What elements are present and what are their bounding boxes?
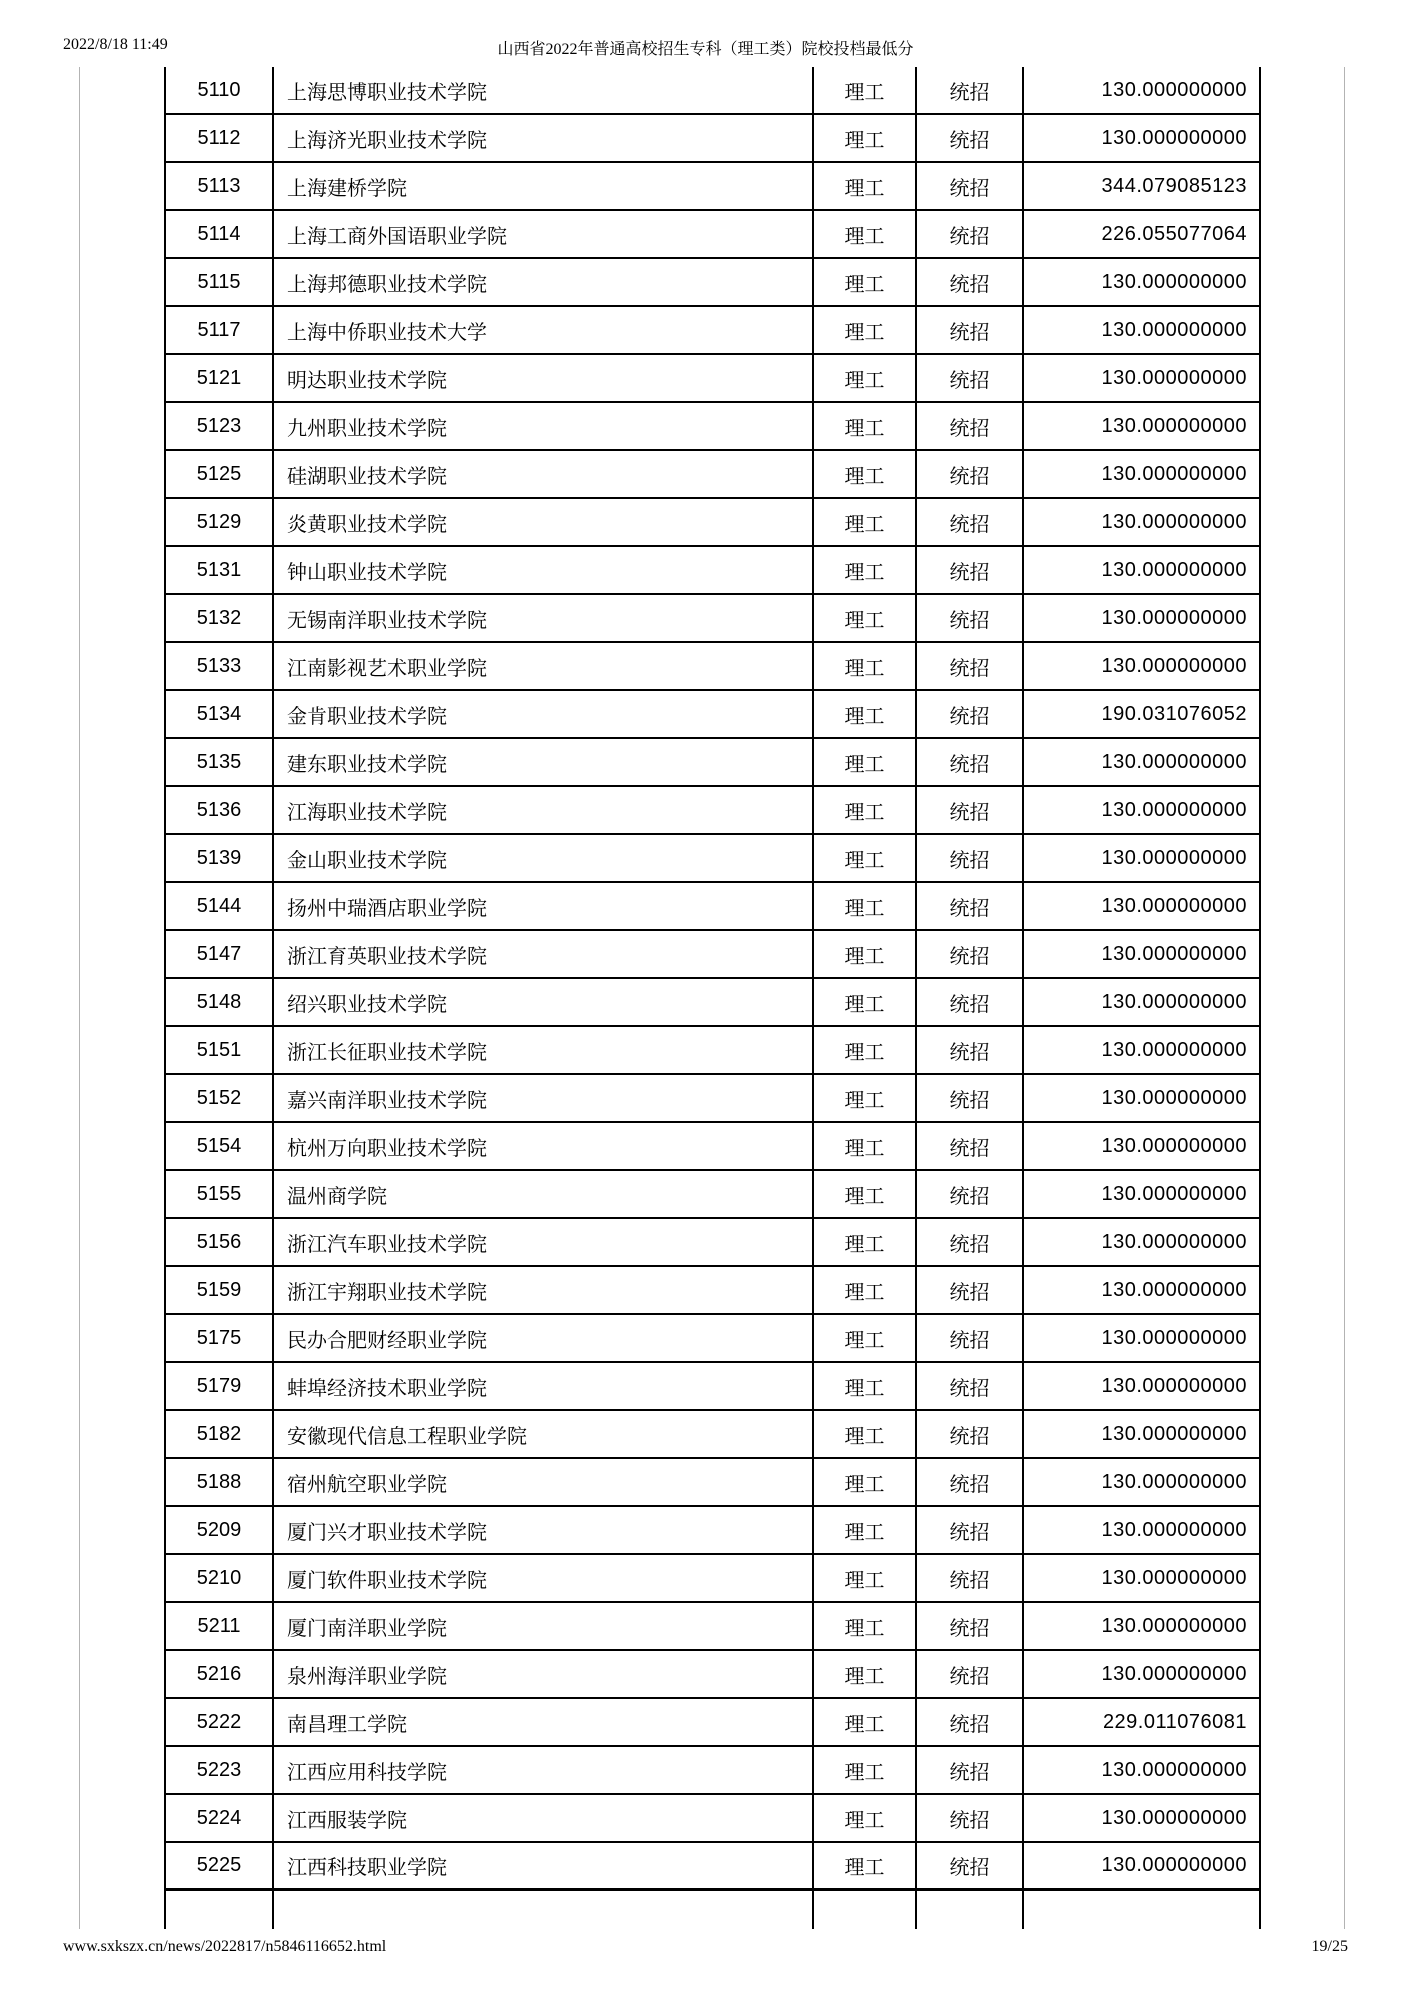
cell-name — [272, 1891, 812, 1929]
cell-enroll: 统招 — [915, 1075, 1022, 1121]
cell-name: 明达职业技术学院 — [272, 355, 812, 401]
cell-type: 理工 — [812, 931, 915, 977]
cell-type: 理工 — [812, 1123, 915, 1169]
cell-name: 上海思博职业技术学院 — [272, 67, 812, 113]
cell-type: 理工 — [812, 403, 915, 449]
cell-type: 理工 — [812, 259, 915, 305]
cell-code: 5225 — [164, 1843, 272, 1888]
cell-code: 5151 — [164, 1027, 272, 1073]
cell-code: 5222 — [164, 1699, 272, 1745]
cell-code: 5211 — [164, 1603, 272, 1649]
cell-code: 5136 — [164, 787, 272, 833]
table-row — [164, 643, 1261, 691]
cell-code: 5135 — [164, 739, 272, 785]
table-row — [164, 499, 1261, 547]
cell-type: 理工 — [812, 1555, 915, 1601]
cell-code: 5125 — [164, 451, 272, 497]
cell-name: 浙江宇翔职业技术学院 — [272, 1267, 812, 1313]
cell-score — [1022, 1891, 1261, 1929]
cell-score: 229.011076081 — [1022, 1699, 1261, 1745]
cell-type — [812, 1891, 915, 1929]
cell-type: 理工 — [812, 1651, 915, 1697]
cell-type: 理工 — [812, 1171, 915, 1217]
table-row — [164, 1459, 1261, 1507]
cell-name: 江南影视艺术职业学院 — [272, 643, 812, 689]
table-row — [164, 1075, 1261, 1123]
cell-name: 安徽现代信息工程职业学院 — [272, 1411, 812, 1457]
cell-code — [164, 1891, 272, 1929]
cell-type: 理工 — [812, 1219, 915, 1265]
cell-code: 5209 — [164, 1507, 272, 1553]
table-row — [164, 259, 1261, 307]
cell-enroll: 统招 — [915, 1411, 1022, 1457]
cell-score: 130.000000000 — [1022, 259, 1261, 305]
print-timestamp: 2022/8/18 11:49 — [63, 36, 168, 53]
cell-name: 上海济光职业技术学院 — [272, 115, 812, 161]
table-row — [164, 1507, 1261, 1555]
cell-name: 江西服装学院 — [272, 1795, 812, 1841]
cell-code: 5223 — [164, 1747, 272, 1793]
cell-code: 5115 — [164, 259, 272, 305]
cell-code: 5117 — [164, 307, 272, 353]
cell-code: 5154 — [164, 1123, 272, 1169]
table-row — [164, 1219, 1261, 1267]
cell-enroll: 统招 — [915, 835, 1022, 881]
table-row — [164, 1411, 1261, 1459]
cell-enroll — [915, 1891, 1022, 1929]
cell-enroll: 统招 — [915, 787, 1022, 833]
cell-type: 理工 — [812, 307, 915, 353]
table-row — [164, 1603, 1261, 1651]
table-row — [164, 1747, 1261, 1795]
cell-enroll: 统招 — [915, 1123, 1022, 1169]
table-row — [164, 1363, 1261, 1411]
table-row — [164, 835, 1261, 883]
cell-enroll: 统招 — [915, 1747, 1022, 1793]
table-row — [164, 691, 1261, 739]
table-row — [164, 1123, 1261, 1171]
cell-enroll: 统招 — [915, 1651, 1022, 1697]
admission-scores-table — [164, 67, 1261, 1929]
cell-enroll: 统招 — [915, 979, 1022, 1025]
cell-code: 5224 — [164, 1795, 272, 1841]
cell-score: 130.000000000 — [1022, 1843, 1261, 1888]
cell-code: 5133 — [164, 643, 272, 689]
cell-enroll: 统招 — [915, 739, 1022, 785]
cell-name: 厦门软件职业技术学院 — [272, 1555, 812, 1601]
page-number: 19/25 — [1311, 1938, 1348, 1955]
cell-type: 理工 — [812, 163, 915, 209]
cell-code: 5175 — [164, 1315, 272, 1361]
table-row — [164, 979, 1261, 1027]
cell-name: 无锡南洋职业技术学院 — [272, 595, 812, 641]
cell-type: 理工 — [812, 115, 915, 161]
cell-type: 理工 — [812, 979, 915, 1025]
cell-name: 泉州海洋职业学院 — [272, 1651, 812, 1697]
cell-type: 理工 — [812, 1315, 915, 1361]
cell-type: 理工 — [812, 451, 915, 497]
cell-type: 理工 — [812, 1747, 915, 1793]
table-row — [164, 403, 1261, 451]
cell-score: 130.000000000 — [1022, 1651, 1261, 1697]
table-row — [164, 1555, 1261, 1603]
cell-type: 理工 — [812, 1699, 915, 1745]
table-row — [164, 1651, 1261, 1699]
table-row — [164, 163, 1261, 211]
cell-type: 理工 — [812, 1843, 915, 1888]
cell-code: 5123 — [164, 403, 272, 449]
cell-code: 5182 — [164, 1411, 272, 1457]
cell-code: 5210 — [164, 1555, 272, 1601]
cell-name: 绍兴职业技术学院 — [272, 979, 812, 1025]
cell-code: 5159 — [164, 1267, 272, 1313]
cell-enroll: 统招 — [915, 307, 1022, 353]
cell-code: 5121 — [164, 355, 272, 401]
cell-enroll: 统招 — [915, 691, 1022, 737]
cell-code: 5114 — [164, 211, 272, 257]
cell-type: 理工 — [812, 1507, 915, 1553]
cell-score: 130.000000000 — [1022, 739, 1261, 785]
cell-score: 130.000000000 — [1022, 1363, 1261, 1409]
cell-code: 5152 — [164, 1075, 272, 1121]
cell-score: 130.000000000 — [1022, 883, 1261, 929]
cell-enroll: 统招 — [915, 1603, 1022, 1649]
table-row-partial — [164, 1891, 1261, 1929]
page-title: 山西省2022年普通高校招生专科（理工类）院校投档最低分 — [497, 41, 914, 58]
cell-score: 130.000000000 — [1022, 355, 1261, 401]
cell-name: 宿州航空职业学院 — [272, 1459, 812, 1505]
table-row — [164, 1843, 1261, 1891]
cell-type: 理工 — [812, 595, 915, 641]
table-row — [164, 787, 1261, 835]
cell-type: 理工 — [812, 1411, 915, 1457]
cell-code: 5112 — [164, 115, 272, 161]
cell-name: 江西应用科技学院 — [272, 1747, 812, 1793]
cell-code: 5179 — [164, 1363, 272, 1409]
cell-name: 炎黄职业技术学院 — [272, 499, 812, 545]
table-row — [164, 211, 1261, 259]
cell-score: 130.000000000 — [1022, 547, 1261, 593]
cell-type: 理工 — [812, 883, 915, 929]
cell-enroll: 统招 — [915, 1315, 1022, 1361]
cell-code: 5139 — [164, 835, 272, 881]
cell-type: 理工 — [812, 67, 915, 113]
table-row — [164, 307, 1261, 355]
cell-score: 130.000000000 — [1022, 835, 1261, 881]
table-row — [164, 1699, 1261, 1747]
cell-type: 理工 — [812, 547, 915, 593]
cell-type: 理工 — [812, 787, 915, 833]
cell-score: 130.000000000 — [1022, 1459, 1261, 1505]
cell-score: 130.000000000 — [1022, 1795, 1261, 1841]
table-row — [164, 1315, 1261, 1363]
cell-name: 硅湖职业技术学院 — [272, 451, 812, 497]
cell-name: 钟山职业技术学院 — [272, 547, 812, 593]
cell-enroll: 统招 — [915, 1459, 1022, 1505]
cell-type: 理工 — [812, 739, 915, 785]
cell-score: 130.000000000 — [1022, 403, 1261, 449]
cell-score: 190.031076052 — [1022, 691, 1261, 737]
cell-score: 226.055077064 — [1022, 211, 1261, 257]
cell-score: 130.000000000 — [1022, 1747, 1261, 1793]
cell-enroll: 统招 — [915, 1267, 1022, 1313]
cell-score: 130.000000000 — [1022, 1219, 1261, 1265]
cell-code: 5129 — [164, 499, 272, 545]
cell-score: 130.000000000 — [1022, 1411, 1261, 1457]
table-row — [164, 547, 1261, 595]
cell-name: 厦门南洋职业学院 — [272, 1603, 812, 1649]
cell-enroll: 统招 — [915, 1699, 1022, 1745]
table-row — [164, 355, 1261, 403]
table-row — [164, 883, 1261, 931]
cell-enroll: 统招 — [915, 931, 1022, 977]
cell-name: 金山职业技术学院 — [272, 835, 812, 881]
cell-enroll: 统招 — [915, 1843, 1022, 1888]
cell-type: 理工 — [812, 355, 915, 401]
cell-code: 5155 — [164, 1171, 272, 1217]
cell-name: 上海建桥学院 — [272, 163, 812, 209]
cell-enroll: 统招 — [915, 163, 1022, 209]
cell-score: 130.000000000 — [1022, 979, 1261, 1025]
cell-name: 嘉兴南洋职业技术学院 — [272, 1075, 812, 1121]
table-row — [164, 1171, 1261, 1219]
table-row — [164, 451, 1261, 499]
cell-code: 5134 — [164, 691, 272, 737]
cell-enroll: 统招 — [915, 115, 1022, 161]
cell-name: 浙江长征职业技术学院 — [272, 1027, 812, 1073]
page-edge-line-left — [79, 67, 80, 1929]
cell-enroll: 统招 — [915, 643, 1022, 689]
cell-enroll: 统招 — [915, 1219, 1022, 1265]
cell-name: 扬州中瑞酒店职业学院 — [272, 883, 812, 929]
cell-enroll: 统招 — [915, 1795, 1022, 1841]
cell-type: 理工 — [812, 1363, 915, 1409]
cell-enroll: 统招 — [915, 547, 1022, 593]
cell-name: 金肯职业技术学院 — [272, 691, 812, 737]
cell-enroll: 统招 — [915, 1507, 1022, 1553]
cell-type: 理工 — [812, 1267, 915, 1313]
cell-score: 344.079085123 — [1022, 163, 1261, 209]
cell-enroll: 统招 — [915, 211, 1022, 257]
cell-score: 130.000000000 — [1022, 115, 1261, 161]
cell-code: 5110 — [164, 67, 272, 113]
cell-score: 130.000000000 — [1022, 307, 1261, 353]
cell-score: 130.000000000 — [1022, 1555, 1261, 1601]
cell-enroll: 统招 — [915, 883, 1022, 929]
cell-name: 厦门兴才职业技术学院 — [272, 1507, 812, 1553]
cell-name: 浙江育英职业技术学院 — [272, 931, 812, 977]
cell-score: 130.000000000 — [1022, 787, 1261, 833]
table-row — [164, 1027, 1261, 1075]
table-row — [164, 595, 1261, 643]
cell-code: 5147 — [164, 931, 272, 977]
cell-code: 5132 — [164, 595, 272, 641]
cell-name: 南昌理工学院 — [272, 1699, 812, 1745]
cell-name: 江海职业技术学院 — [272, 787, 812, 833]
cell-type: 理工 — [812, 643, 915, 689]
cell-code: 5156 — [164, 1219, 272, 1265]
cell-enroll: 统招 — [915, 355, 1022, 401]
cell-enroll: 统招 — [915, 1555, 1022, 1601]
cell-score: 130.000000000 — [1022, 595, 1261, 641]
cell-type: 理工 — [812, 1459, 915, 1505]
cell-name: 温州商学院 — [272, 1171, 812, 1217]
cell-name: 浙江汽车职业技术学院 — [272, 1219, 812, 1265]
cell-code: 5131 — [164, 547, 272, 593]
cell-score: 130.000000000 — [1022, 643, 1261, 689]
cell-code: 5216 — [164, 1651, 272, 1697]
cell-enroll: 统招 — [915, 403, 1022, 449]
cell-score: 130.000000000 — [1022, 1267, 1261, 1313]
cell-type: 理工 — [812, 1795, 915, 1841]
cell-name: 上海工商外国语职业学院 — [272, 211, 812, 257]
cell-code: 5144 — [164, 883, 272, 929]
table-row — [164, 739, 1261, 787]
cell-score: 130.000000000 — [1022, 1123, 1261, 1169]
cell-name: 建东职业技术学院 — [272, 739, 812, 785]
cell-type: 理工 — [812, 691, 915, 737]
cell-name: 上海邦德职业技术学院 — [272, 259, 812, 305]
table-row — [164, 67, 1261, 115]
page-edge-line-right — [1344, 67, 1345, 1929]
cell-name: 蚌埠经济技术职业学院 — [272, 1363, 812, 1409]
cell-score: 130.000000000 — [1022, 1603, 1261, 1649]
cell-name: 杭州万向职业技术学院 — [272, 1123, 812, 1169]
cell-code: 5148 — [164, 979, 272, 1025]
cell-type: 理工 — [812, 211, 915, 257]
cell-code: 5113 — [164, 163, 272, 209]
cell-score: 130.000000000 — [1022, 931, 1261, 977]
cell-name: 民办合肥财经职业学院 — [272, 1315, 812, 1361]
cell-enroll: 统招 — [915, 1171, 1022, 1217]
cell-enroll: 统招 — [915, 67, 1022, 113]
cell-name: 九州职业技术学院 — [272, 403, 812, 449]
cell-name: 江西科技职业学院 — [272, 1843, 812, 1888]
cell-enroll: 统招 — [915, 451, 1022, 497]
table-row — [164, 1267, 1261, 1315]
cell-enroll: 统招 — [915, 259, 1022, 305]
table-row — [164, 115, 1261, 163]
cell-score: 130.000000000 — [1022, 1507, 1261, 1553]
cell-score: 130.000000000 — [1022, 1171, 1261, 1217]
cell-type: 理工 — [812, 1027, 915, 1073]
cell-type: 理工 — [812, 1075, 915, 1121]
cell-score: 130.000000000 — [1022, 67, 1261, 113]
cell-code: 5188 — [164, 1459, 272, 1505]
cell-enroll: 统招 — [915, 1363, 1022, 1409]
cell-enroll: 统招 — [915, 1027, 1022, 1073]
table-row — [164, 1795, 1261, 1843]
cell-score: 130.000000000 — [1022, 499, 1261, 545]
cell-type: 理工 — [812, 499, 915, 545]
footer-url: www.sxkszx.cn/news/2022817/n5846116652.html — [63, 1938, 387, 1955]
cell-enroll: 统招 — [915, 499, 1022, 545]
cell-score: 130.000000000 — [1022, 1027, 1261, 1073]
cell-type: 理工 — [812, 835, 915, 881]
cell-score: 130.000000000 — [1022, 451, 1261, 497]
cell-type: 理工 — [812, 1603, 915, 1649]
cell-enroll: 统招 — [915, 595, 1022, 641]
cell-name: 上海中侨职业技术大学 — [272, 307, 812, 353]
table-row — [164, 931, 1261, 979]
cell-score: 130.000000000 — [1022, 1315, 1261, 1361]
cell-score: 130.000000000 — [1022, 1075, 1261, 1121]
